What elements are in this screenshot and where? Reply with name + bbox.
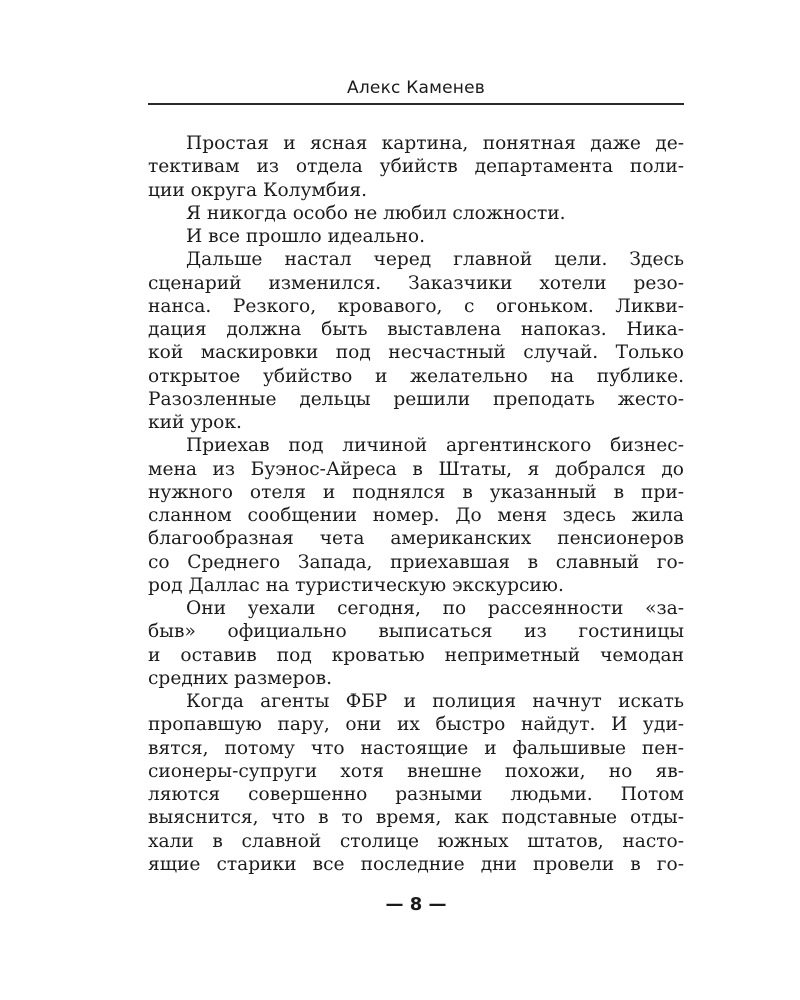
text-line: нужного отеля и поднялся в указанный в при- [148,481,684,503]
text-line: ляются совершенно разными людьми. Потом [148,784,684,805]
text-line: Простая и ясная картина, понятная даже де- [186,133,684,154]
text-line: Они уехали сегодня, по рассеянности «за- [186,598,684,619]
header-rule [148,103,684,105]
text-line: Когда агенты ФБР и полиция начнут искать [186,691,684,712]
text-line: тективам из отдела убийств департамента поли- [148,156,684,178]
text-line: нанса. Резкого, кровавого, с огоньком. Ликви- [148,295,684,317]
text-line: хали в славной столице южных штатов, насто- [148,830,684,852]
text-line: выяснится, что в то время, как подставные отды- [148,807,684,829]
running-head-author: Алекс Каменев [347,78,485,98]
text-line: благообразная чета американских пенсионеров [148,528,684,550]
page-number: — 8 — [385,894,447,915]
text-line: Я никогда особо не любил сложности. [186,202,566,224]
text-line: пропавшую пару, они их быстро найдут. И уди- [148,714,684,736]
text-line: кий урок. [148,412,242,433]
text-line: кой маскировки под несчастный случай. Только [148,342,684,364]
text-line: мена из Буэнос-Айреса в Штаты, я добрался до [148,458,684,480]
text-line: Приехав под личиной аргентинского бизнес- [186,435,684,457]
text-line: быв» официально выписаться из гостиницы [148,621,684,643]
text-line: открытое убийство и желательно на публике. [148,365,684,387]
text-line: со Среднего Запада, приехавшая в славный го- [148,551,684,573]
text-line: сланном сообщении номер. До меня здесь жила [148,505,684,526]
body-text [148,132,684,876]
text-line: средних размеров. [148,667,333,689]
text-line: род Даллас на туристическую экскурсию. [148,574,564,596]
text-line: сценарий изменился. Заказчики хотели резо- [148,272,684,294]
text-line: вятся, потому что настоящие и фальшивые пен- [148,737,684,759]
text-line: Дальше настал черед главной цели. Здесь [186,249,684,271]
text-line: и оставив под кроватью неприметный чемодан [148,644,684,666]
text-line: ящие старики все последние дни провели в го- [148,853,684,875]
text-line: ции округа Колумбия. [148,179,368,201]
text-line: дация должна быть выставлена напоказ. Ника- [148,319,684,340]
text-line: И все прошло идеально. [186,226,425,247]
text-line: Разозленные дельцы решили преподать жесто- [148,388,684,410]
text-line: сионеры-супруги хотя внешне похожи, но яв- [148,760,684,782]
